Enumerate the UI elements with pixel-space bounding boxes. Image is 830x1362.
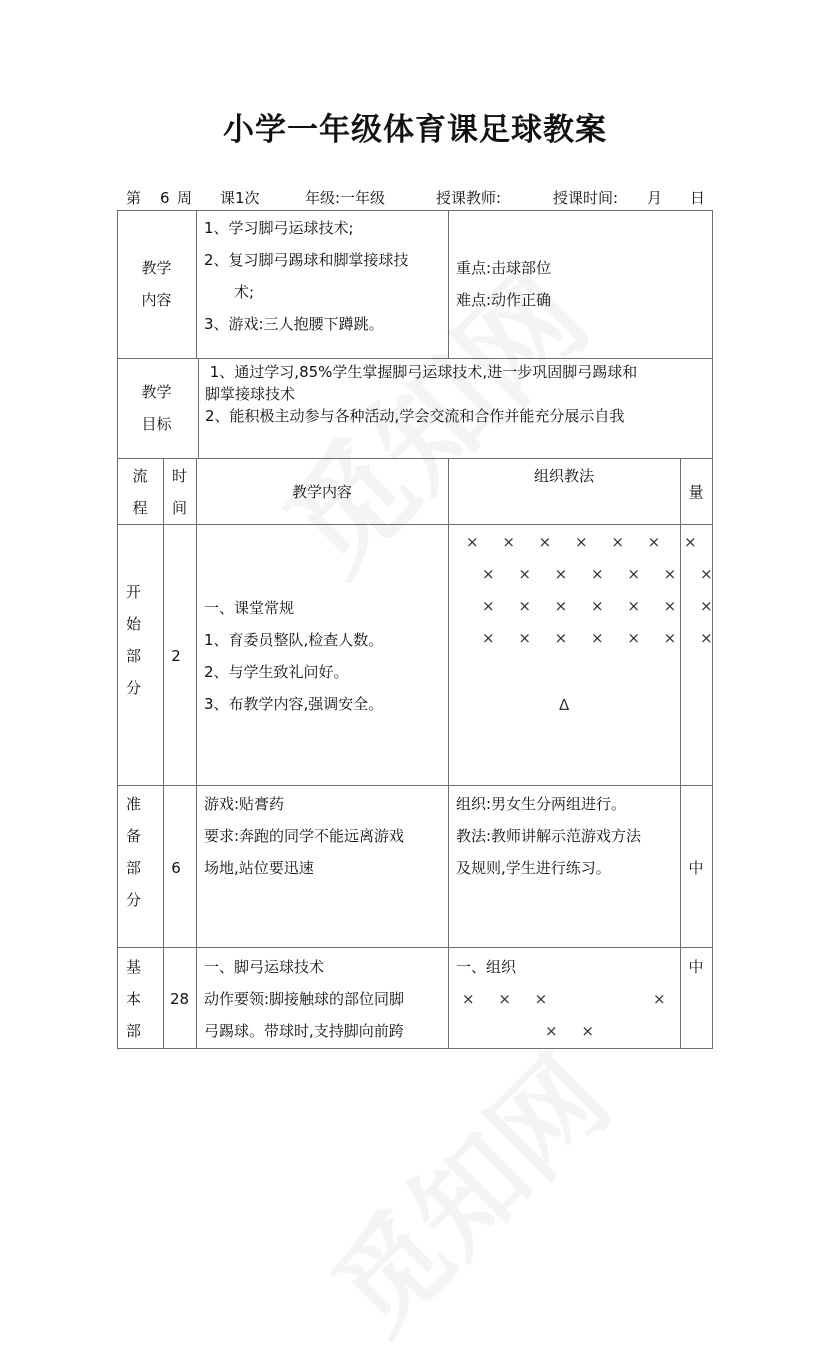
grade: 年级:一年级 — [305, 189, 386, 207]
watermark — [292, 1016, 637, 1361]
row-content-start: 一、课堂常规 1、育委员整队,检查人数。 2、与学生致礼问好。 3、布教学内容,强调安全。 — [204, 599, 384, 713]
lesson-count: 课1次 — [220, 189, 260, 207]
formation-row: × × — [545, 1022, 604, 1040]
week-prefix: 第 — [126, 189, 142, 207]
key-points — [456, 252, 551, 316]
formation-row: × × × × × × × — [482, 565, 723, 583]
teaching-content-label: 教学 内容 — [141, 259, 172, 309]
teacher-label: 授课教师: — [436, 189, 502, 207]
row-process-basic: 基 本 部 — [125, 958, 141, 1040]
week-number: 6 — [160, 189, 170, 207]
teacher-triangle-icon: Δ — [559, 696, 570, 714]
formation-row: × × × × × × × — [482, 629, 723, 647]
key-point: 重点:击球部位 — [456, 259, 552, 277]
row-process-start: 开 始 部 分 — [125, 583, 141, 697]
header-process: 流 程 — [132, 467, 148, 517]
difficulty-point: 难点:动作正确 — [456, 291, 552, 309]
day-label: 日 — [690, 189, 706, 207]
teaching-goal-text: 1、通过学习,85%学生掌握脚弓运球技术,进一步巩固脚弓踢球和 脚掌接球技术 2、能积极主动参与各种活动,学会交流和合作并能充分展示自我 — [205, 363, 638, 425]
formation-row: × × × × × × × — [466, 533, 707, 551]
header-load: 量 — [688, 483, 704, 501]
formation-mark: × — [653, 990, 666, 1008]
teaching-content-items: 1、学习脚弓运球技术; 2、复习脚弓踢球和脚掌接球技 术; 3、游戏:三人抱腰下蹲跳。 — [204, 219, 409, 333]
time-label: 授课时间: — [553, 189, 619, 207]
row-time-start: 2 — [171, 647, 181, 665]
row-time-prep: 6 — [171, 859, 181, 877]
row-method-basic: 一、组织 — [456, 958, 517, 976]
header-method: 组织教法 — [533, 467, 594, 485]
row-load-prep: 中 — [688, 859, 704, 877]
page-title: 小学一年级体育课足球教案 — [223, 112, 607, 148]
formation-row: × × × — [462, 990, 557, 1008]
week-suffix: 周 — [177, 189, 193, 207]
header-content: 教学内容 — [291, 483, 352, 501]
row-content-basic: 一、脚弓运球技术 动作要领:脚接触球的部位同脚 弓踢球。带球时,支持脚向前跨 — [204, 958, 405, 1040]
row-process-prep: 准 备 部 分 — [125, 795, 141, 909]
month-label: 月 — [647, 189, 663, 207]
formation-row: × × × × × × × — [482, 597, 723, 615]
row-content-prep: 游戏:贴膏药 要求:奔跑的同学不能远离游戏 场地,站位要迅速 — [204, 795, 405, 877]
row-time-basic: 28 — [169, 990, 190, 1008]
teaching-goal-label: 教学 目标 — [141, 383, 172, 433]
row-method-prep: 组织:男女生分两组进行。 教法:教师讲解示范游戏方法 及规则,学生进行练习。 — [456, 795, 642, 877]
header-time: 时 间 — [171, 467, 187, 517]
row-load-basic: 中 — [688, 958, 704, 976]
